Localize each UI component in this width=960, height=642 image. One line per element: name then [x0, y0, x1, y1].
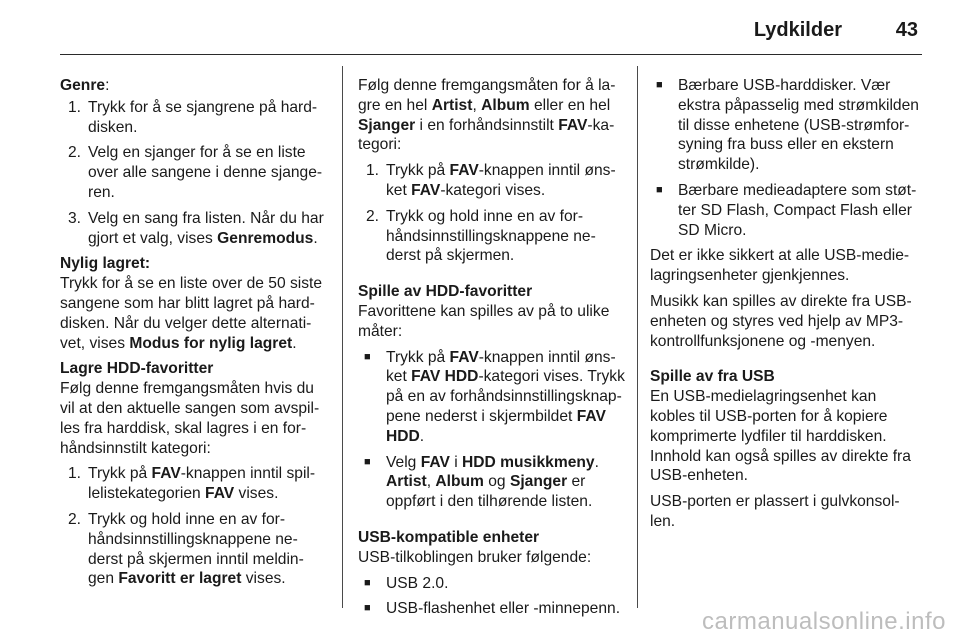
favorites-step-2: 2. Trykk og hold inne en av for-håndsinnstillingsknappene ne-derst på skjermen inntil meldin-gen Favoritt er lagret vises.: [68, 510, 304, 588]
bullet-icon: ■: [656, 183, 663, 196]
play-favorites-item-1: ■ Trykk på FAV-knappen inntil øns-ket FAV HDD-kategori vises. Trykk på en av forhåndsinnstillingsknap-pene nederst i skjermbildet FAV HDD.: [364, 348, 625, 445]
favorites-steps: [60, 464, 326, 589]
play-favorites-list: [358, 348, 626, 512]
save-whole-step-2: 2. Trykk og hold inne en av for-håndsinnstillingsknappene ne-derst på skjermen.: [366, 207, 596, 265]
bullet-icon: ■: [364, 576, 371, 589]
save-whole-steps: [358, 161, 626, 266]
favorites-body: Følg denne fremgangsmåten hvis du vil at den aktuelle sangen som avspil-les fra harddisk, skal lagres i en for-håndsinnstilt kategori:: [60, 380, 320, 457]
favorites-step-1: 1. Trykk på FAV-knappen inntil spil-lelistekategorien FAV vises.: [68, 465, 316, 503]
favorites-heading: Lagre HDD-favoritter: [60, 360, 214, 378]
column-1: [60, 76, 326, 595]
column-divider-left: [342, 66, 343, 608]
bullet-icon: ■: [656, 79, 663, 91]
save-whole-intro: Følg denne fremgangsmåten for å la-gre en hel Artist, Album eller en hel Sjanger i en forhåndsinnstilt FAV-ka-tegori:: [358, 77, 616, 154]
genre-step-1: 1. Trykk for å se sjangrene på hard-disken.: [68, 98, 318, 136]
play-favorites-heading: Spille av HDD-favoritter: [358, 283, 533, 301]
usb-compatible-item-2: ■ USB-flashenhet eller -minnepenn.: [364, 600, 621, 618]
column-2: [358, 76, 626, 625]
save-whole-step-1: 1. Trykk på FAV-knappen inntil øns-ket FAV-kategori vises.: [366, 162, 616, 199]
bullet-icon: ■: [364, 350, 371, 363]
column-3: [650, 76, 924, 538]
recent-heading: Nylig lagret:: [60, 255, 151, 273]
play-usb-body: En USB-medielagringsenhet kan kobles til USB-porten for å kopiere komprimerte lydfiler til harddisken. Innhold kan også spilles av direkte fra USB-enheten.: [650, 388, 911, 485]
play-favorites-item-2: ■ Velg FAV i HDD musikkmeny. Artist, Album og Sjanger er oppført i den tilhørende listen.: [364, 453, 599, 511]
usb-recognition-note: Det er ikke sikkert at alle USB-medie-lagringsenheter gjenkjennes.: [650, 247, 910, 285]
page-title: Lydkilder: [753, 19, 842, 41]
page-number: 43: [895, 19, 918, 41]
usb-port-location: USB-porten er plassert i gulvkonsol-len.: [650, 493, 900, 530]
usb-playback-note: Musikk kan spilles av direkte fra USB-enheten og styres ved hjelp av MP3-kontrollfunksjonene og -menyen.: [650, 292, 912, 350]
watermark: carmanualsonline.info: [702, 608, 946, 635]
genre-heading: Genre:: [60, 77, 110, 94]
play-usb-heading: Spille av fra USB: [650, 368, 775, 386]
play-favorites-body: Favorittene kan spilles av på to ulike måter:: [358, 302, 610, 340]
page-header: [60, 0, 922, 55]
genre-step-3: 3. Velg en sang fra listen. Når du har gjort et valg, vises Genremodus.: [68, 209, 324, 247]
bullet-icon: ■: [364, 602, 371, 615]
recent-body: Trykk for å se en liste over de 50 siste sangene som har blitt lagret på hard-disken. Når du velger dette alternati-vet, vises Modus for nylig lagret.: [60, 275, 323, 352]
genre-step-2: 2. Velg en sjanger for å se en liste over alle sangene i denne sjange-ren.: [68, 144, 323, 201]
column-divider-right: [637, 66, 638, 608]
bullet-icon: ■: [364, 455, 371, 468]
usb-devices-list: [650, 76, 924, 240]
usb-compatible-heading: USB-kompatible enheter: [358, 528, 540, 546]
usb-compatible-body: USB-tilkoblingen bruker følgende:: [358, 548, 592, 566]
genre-steps: [60, 98, 326, 249]
usb-compatible-list: [358, 574, 626, 620]
usb-devices-item-2: ■ Bærbare medieadaptere som støt-ter SD Flash, Compact Flash eller SD Micro.: [656, 181, 917, 239]
usb-compatible-item-1: ■ USB 2.0.: [364, 574, 449, 592]
usb-devices-item-1: ■ Bærbare USB-harddisker. Vær ekstra påpasselig med strømkilden til disse enhetene (USB-strømfor-syning fra buss eller en ekstern strømkilde).: [656, 77, 919, 174]
